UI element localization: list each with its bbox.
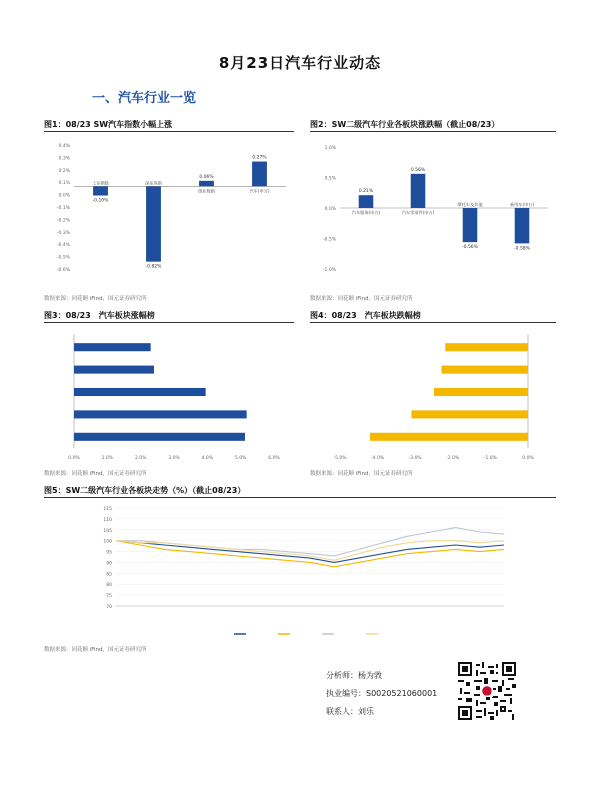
- fig4-x-tick: -5.0%: [333, 456, 347, 461]
- fig2-rule: [310, 131, 556, 132]
- fig5-y-tick: 80: [106, 583, 112, 589]
- fig1-y-tick: 0.1%: [58, 181, 70, 187]
- fig3-rule: [44, 322, 294, 323]
- fig2-value-label: 0.21%: [358, 189, 374, 195]
- fig1-category-label: 上证指数: [92, 180, 109, 186]
- fig2-chart: [310, 133, 556, 283]
- fig3-x-tick: 1.0%: [101, 456, 114, 461]
- fig5-y-tick: 95: [106, 550, 112, 556]
- fig2-caption: 图2：SW二级汽车行业各板块涨跌幅（截止08/23）: [310, 120, 500, 129]
- fig1-y-tick: -0.3%: [56, 230, 70, 236]
- fig2-value-label: -0.58%: [514, 246, 530, 252]
- fig5-y-tick: 90: [106, 561, 112, 567]
- fig2-y-tick: 1.0%: [324, 146, 336, 151]
- fig2-category-label: 汽车服务(申万): [351, 210, 381, 215]
- fig1-y-tick: -0.4%: [56, 243, 70, 249]
- fig4-rule: [310, 322, 556, 323]
- fig3-x-tick: 6.0%: [268, 456, 280, 461]
- fig1-y-tick: 0.4%: [58, 144, 70, 149]
- analyst-license: 执业编号：S0020521060001: [326, 689, 438, 698]
- fig3-x-tick: 5.0%: [234, 456, 247, 461]
- fig3-x-tick: 4.0%: [201, 456, 214, 461]
- fig1-caption: 图1：08/23 SW汽车指数小幅上涨: [44, 120, 173, 129]
- fig4-caption: 图4：08/23 汽车板块跌幅榜: [310, 311, 421, 320]
- fig3-chart: [44, 326, 294, 462]
- fig1-value-label: 0.06%: [199, 174, 214, 180]
- fig1-bar: [199, 181, 214, 187]
- fig1-value-label: -0.82%: [145, 264, 162, 270]
- fig1-bar: [93, 186, 108, 195]
- fig4-bar: [411, 410, 528, 418]
- fig1-bar: [146, 186, 161, 261]
- fig2-y-tick: -0.5%: [322, 237, 336, 243]
- fig1-value-label: 0.27%: [252, 155, 267, 161]
- fig3-bar: [74, 410, 247, 418]
- fig5-rule: [44, 497, 556, 498]
- fig2-bar: [359, 195, 374, 208]
- fig5-y-tick: 75: [106, 594, 112, 600]
- fig1-category-label: 汽车(申万): [249, 188, 270, 194]
- fig3-bar: [74, 388, 206, 396]
- section-title: 一、汽车行业一览: [92, 91, 197, 106]
- fig5-caption: 图5：SW二级汽车行业各板块走势（%）（截止08/23）: [44, 486, 246, 495]
- analyst-contact: 联系人：刘乐: [326, 707, 374, 716]
- fig1-y-tick: 0.0%: [58, 193, 70, 199]
- fig2-bar: [515, 208, 530, 243]
- fig2-category-label: 乘用车(申万): [509, 202, 535, 207]
- fig5-y-tick: 70: [106, 605, 112, 610]
- fig1-y-tick: 0.3%: [58, 156, 70, 162]
- fig5-y-tick: 85: [106, 572, 112, 578]
- fig5-y-tick: 110: [103, 517, 112, 523]
- fig1-category-label: 深证成指: [145, 180, 162, 186]
- qr-code-icon: [458, 662, 516, 720]
- fig2-value-label: 0.56%: [410, 167, 426, 173]
- fig1-y-tick: -0.2%: [56, 218, 70, 224]
- fig5-chart: [44, 500, 556, 640]
- fig2-y-tick: -1.0%: [322, 268, 336, 273]
- page-title: 8月23日汽车行业动态: [218, 54, 382, 72]
- fig2-category-label: 摩托车及其他: [457, 202, 483, 207]
- fig2-bar: [463, 208, 478, 242]
- fig1-y-tick: -0.1%: [56, 206, 70, 211]
- fig4-chart: [310, 326, 556, 462]
- fig3-x-tick: 0.0%: [68, 456, 80, 461]
- fig2-source: 数据来源：同花顺 iFind，国元证券研究所: [310, 296, 413, 302]
- fig1-chart: [44, 133, 294, 283]
- fig1-source: 数据来源：同花顺 iFind，国元证券研究所: [44, 296, 147, 302]
- fig2-value-label: -0.56%: [462, 245, 478, 251]
- fig3-bar: [74, 433, 245, 441]
- fig4-bar: [370, 433, 528, 441]
- fig3-x-tick: 3.0%: [168, 456, 180, 461]
- fig5-source: 数据来源：同花顺 iFind，国元证券研究所: [44, 647, 147, 653]
- fig4-x-tick: -3.0%: [408, 456, 422, 461]
- fig5-y-tick: 100: [103, 539, 112, 545]
- fig1-rule: [44, 131, 294, 132]
- analyst-name: 分析师：杨为敩: [326, 671, 382, 680]
- fig5-y-tick: 105: [103, 528, 112, 534]
- fig4-source: 数据来源：同花顺 iFind，国元证券研究所: [310, 471, 413, 477]
- fig5-y-tick: 115: [103, 507, 112, 512]
- fig2-bar: [411, 174, 426, 208]
- fig4-bar: [442, 366, 528, 374]
- fig4-bar: [434, 388, 528, 396]
- fig4-x-tick: -4.0%: [371, 456, 385, 461]
- fig1-y-tick: -0.5%: [56, 255, 70, 261]
- fig3-bar: [74, 366, 154, 374]
- fig2-category-label: 汽车零部件(申万): [401, 210, 435, 215]
- fig4-x-tick: -1.0%: [483, 456, 497, 461]
- fig1-y-tick: 0.2%: [58, 168, 70, 174]
- fig1-y-tick: -0.6%: [56, 268, 70, 273]
- fig1-value-label: -0.10%: [92, 198, 109, 204]
- fig3-source: 数据来源：同花顺 iFind，国元证券研究所: [44, 471, 147, 477]
- fig4-x-tick: 0.0%: [522, 456, 534, 461]
- fig1-bar: [252, 162, 267, 187]
- fig3-x-tick: 2.0%: [134, 456, 147, 461]
- fig4-bar: [445, 343, 528, 351]
- fig3-bar: [74, 343, 151, 351]
- fig3-caption: 图3：08/23 汽车板块涨幅榜: [44, 311, 155, 320]
- fig2-y-tick: 0.5%: [324, 176, 336, 182]
- fig2-y-tick: 0.0%: [324, 207, 336, 212]
- fig4-x-tick: -2.0%: [446, 456, 460, 461]
- fig1-category-label: 创业板指: [198, 188, 215, 194]
